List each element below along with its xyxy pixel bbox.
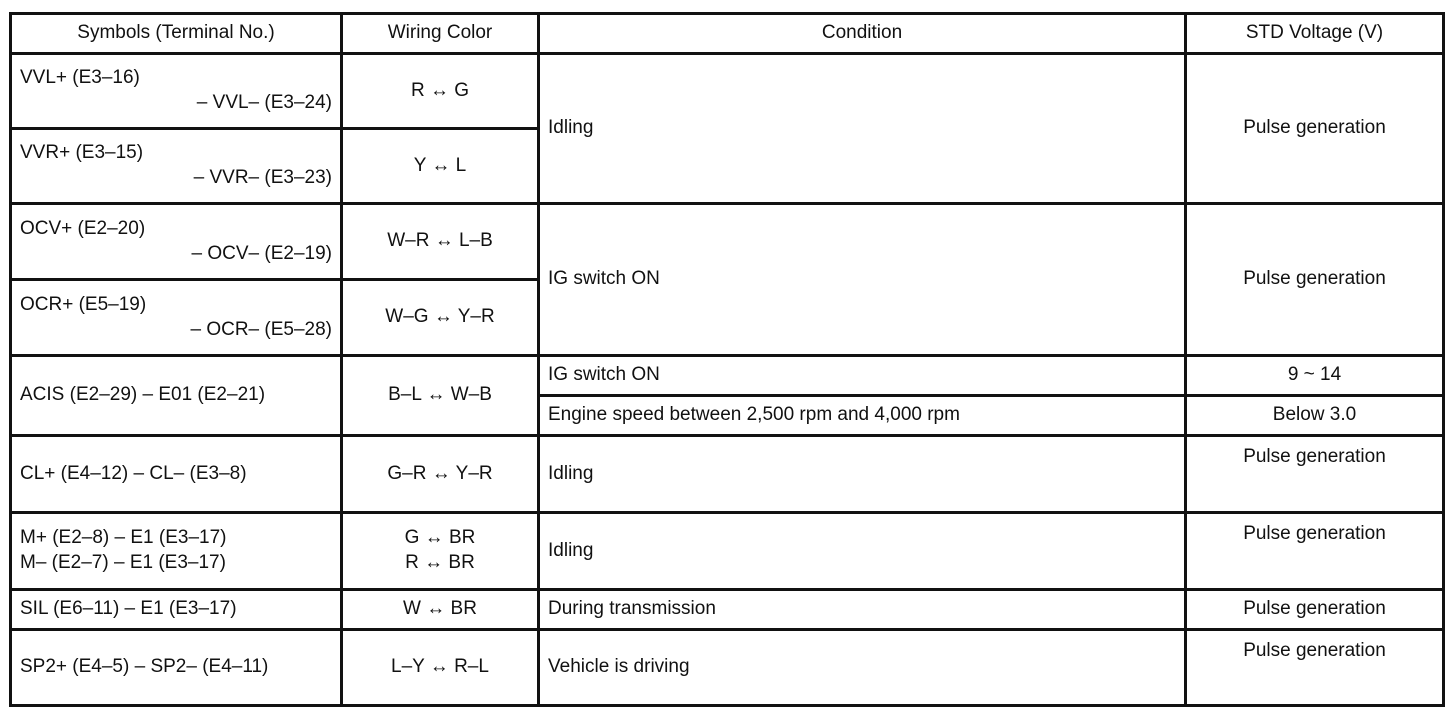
symbol-vvl-plus: VVL+ (E3–16) (20, 67, 140, 89)
symbol-ocr-plus: OCR+ (E5–19) (20, 293, 147, 315)
symbol-cell-m (11, 513, 342, 590)
symbol-cell-ocr (11, 280, 342, 356)
voltage-m: Pulse generation (1186, 513, 1444, 590)
condition-acis-1: IG switch ON (539, 356, 1186, 396)
wiring-acis: B–L ↔ W–B (342, 356, 539, 436)
header-row (11, 14, 1444, 54)
header-symbols: Symbols (Terminal No.) (11, 14, 342, 54)
symbol-m-plus: M+ (E2–8) – E1 (E3–17) (20, 527, 227, 549)
symbol-ocv-minus: – OCV– (E2–19) (191, 242, 332, 264)
condition-sil: During transmission (539, 590, 1186, 630)
terminal-voltage-table-container (9, 12, 1445, 707)
symbol-m-minus: M– (E2–7) – E1 (E3–17) (20, 552, 226, 573)
terminal-voltage-table (9, 12, 1445, 707)
table-row-m (11, 513, 1444, 590)
symbol-sp2: SP2+ (E4–5) – SP2– (E4–11) (11, 630, 342, 706)
symbol-cell-ocv (11, 204, 342, 280)
symbol-vvl-minus: – VVL– (E3–24) (196, 92, 332, 113)
header-wiring-color: Wiring Color (342, 14, 539, 54)
table-row-cl (11, 436, 1444, 513)
wiring-vvr: Y ↔ L (342, 129, 539, 204)
condition-cl: Idling (539, 436, 1186, 513)
wiring-m-plus: G ↔ BR (404, 527, 476, 549)
voltage-oc: Pulse generation (1186, 204, 1444, 356)
voltage-acis-2: Below 3.0 (1186, 396, 1444, 436)
symbol-ocv-plus: OCV+ (E2–20) (20, 217, 146, 239)
wiring-sp2: L–Y ↔ R–L (342, 630, 539, 706)
table-row-sp2 (11, 630, 1444, 706)
table-row-ocv (11, 204, 1444, 280)
voltage-acis-1: 9 ~ 14 (1186, 356, 1444, 396)
wiring-ocv: W–R ↔ L–B (342, 204, 539, 280)
symbol-ocr-minus: – OCR– (E5–28) (190, 318, 332, 340)
symbol-cell-vvr (11, 129, 342, 204)
voltage-sil: Pulse generation (1186, 590, 1444, 630)
voltage-sp2: Pulse generation (1186, 630, 1444, 706)
table-row-vvl (11, 54, 1444, 129)
header-std-voltage: STD Voltage (V) (1186, 14, 1444, 54)
voltage-cl: Pulse generation (1186, 436, 1444, 513)
table-row-acis-1 (11, 356, 1444, 396)
condition-acis-2: Engine speed between 2,500 rpm and 4,000 rpm (539, 396, 1186, 436)
symbol-cell-vvl (11, 54, 342, 129)
wiring-cl: G–R ↔ Y–R (342, 436, 539, 513)
symbol-vvr-plus: VVR+ (E3–15) (20, 142, 144, 164)
wiring-vvl: R ↔ G (342, 54, 539, 129)
condition-vv: Idling (539, 54, 1186, 204)
condition-sp2: Vehicle is driving (539, 630, 1186, 706)
wiring-cell-m (342, 513, 539, 590)
table-row-sil (11, 590, 1444, 630)
header-condition: Condition (539, 14, 1186, 54)
symbol-vvr-minus: – VVR– (E3–23) (193, 167, 332, 188)
symbol-acis: ACIS (E2–29) – E01 (E2–21) (11, 356, 342, 436)
wiring-ocr: W–G ↔ Y–R (342, 280, 539, 356)
symbol-sil: SIL (E6–11) – E1 (E3–17) (11, 590, 342, 630)
wiring-m-minus: R ↔ BR (405, 552, 475, 573)
symbol-cl: CL+ (E4–12) – CL– (E3–8) (11, 436, 342, 513)
voltage-vv: Pulse generation (1186, 54, 1444, 204)
wiring-sil: W ↔ BR (342, 590, 539, 630)
condition-oc: IG switch ON (539, 204, 1186, 356)
condition-m: Idling (539, 513, 1186, 590)
